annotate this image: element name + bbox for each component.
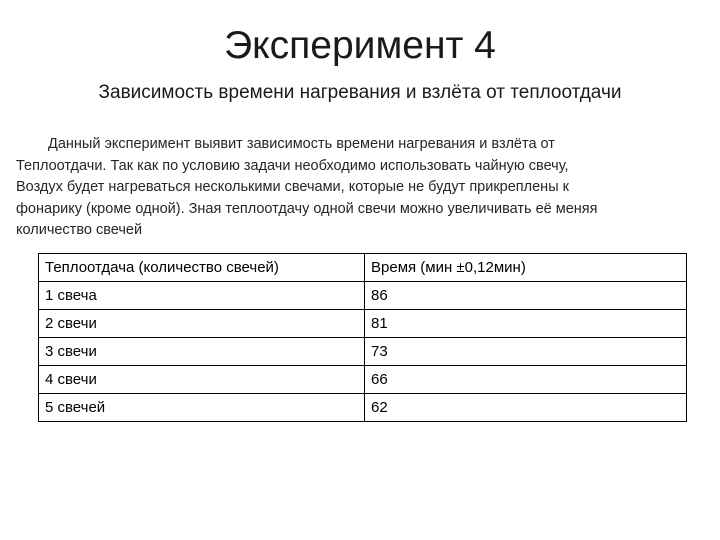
candle-count-cell: 3 свечи (39, 338, 365, 366)
candle-count-cell: 2 свечи (39, 310, 365, 338)
header-heat-output: Теплоотдача (количество свечей) (39, 254, 365, 282)
table-row (39, 338, 687, 366)
paragraph-line: количество свечей (16, 222, 143, 238)
paragraph-line: Теплоотдачи. Так как по условию задачи необходимо использовать чайную свечу, (16, 157, 569, 174)
paragraph-line: Данный эксперимент выявит зависимость времени нагревания и взлёта от (48, 136, 555, 152)
paragraph-line: фонарику (кроме одной). Зная теплоотдачу одной свечи можно увеличивать её меняя (16, 200, 598, 217)
candle-count-cell: 1 свеча (39, 282, 365, 310)
table-row (39, 282, 687, 310)
time-cell: 81 (365, 310, 687, 338)
table-header-row (39, 254, 687, 282)
description-paragraph (16, 134, 706, 242)
header-time: Время (мин ±0,12мин) (365, 254, 687, 282)
time-cell: 86 (365, 282, 687, 310)
candle-count-cell: 4 свечи (39, 366, 365, 394)
table-row (39, 366, 687, 394)
slide-title: Эксперимент 4 (224, 24, 496, 67)
table-row (39, 310, 687, 338)
paragraph-line: Воздух будет нагреваться несколькими свечами, которые не будут прикреплены к (16, 179, 569, 195)
time-cell: 62 (365, 394, 687, 422)
table-row (39, 394, 687, 422)
slide-subtitle: Зависимость времени нагревания и взлёта от теплоотдачи (98, 82, 622, 103)
candle-count-cell: 5 свечей (39, 394, 365, 422)
time-cell: 66 (365, 366, 687, 394)
time-cell: 73 (365, 338, 687, 366)
results-table (38, 253, 687, 422)
